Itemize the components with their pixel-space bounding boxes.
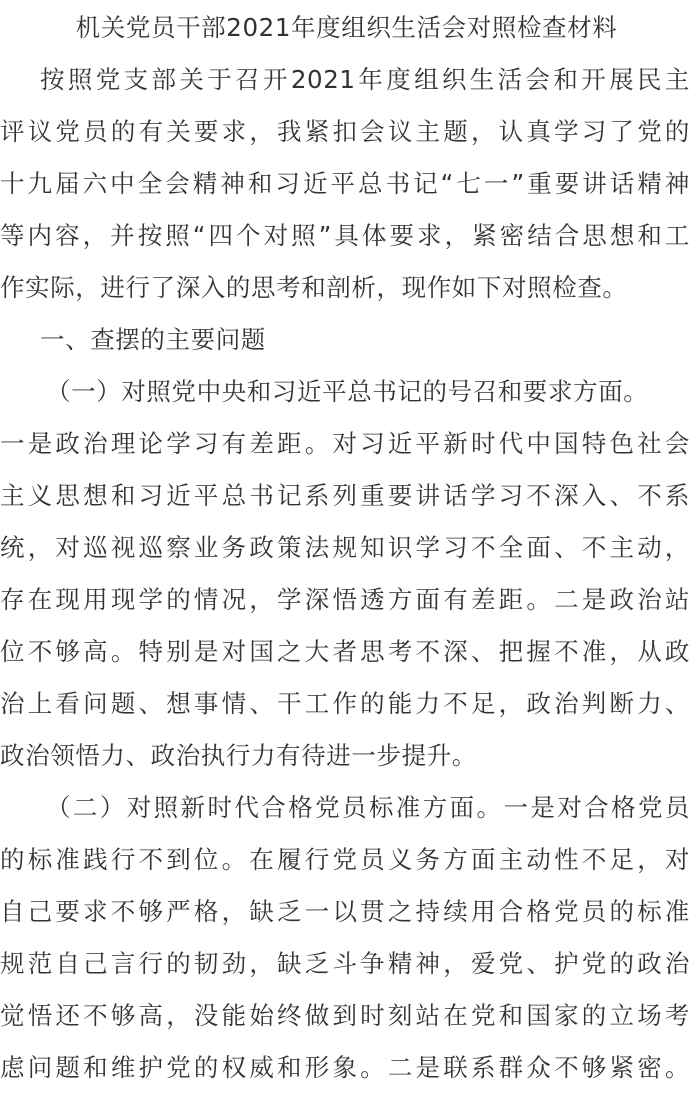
paragraph-line: 自己要求不够严格，缺乏一以贯之持续用合格党员的标准: [0, 897, 690, 926]
paragraph-line: 治上看问题、想事情、干工作的能力不足，政治判断力、: [0, 689, 690, 718]
paragraph-line: 虑问题和维护党的权威和形象。二是联系群众不够紧密。: [0, 1053, 690, 1082]
paragraph-line: 政治领悟力、政治执行力有待进一步提升。: [0, 741, 477, 770]
subsection-heading: （一）对照党中央和习近平总书记的号召和要求方面。: [46, 377, 649, 406]
document-title: 机关党员干部2021年度组织生活会对照检查材料: [75, 13, 618, 42]
paragraph-line: 规范自己言行的韧劲，缺乏斗争精神，爱党、护党的政治: [0, 949, 690, 978]
paragraph-line: 的标准践行不到位。在履行党员义务方面主动性不足，对: [0, 845, 690, 874]
paragraph-line: 一是政治理论学习有差距。对习近平新时代中国特色社会: [0, 429, 690, 458]
paragraph-line: 主义思想和习近平总书记系列重要讲话学习不深入、不系: [0, 481, 690, 510]
paragraph-line: 统，对巡视巡察业务政策法规知识学习不全面、不主动，: [0, 533, 690, 562]
paragraph-line: 等内容，并按照“四个对照”具体要求，紧密结合思想和工: [0, 221, 690, 250]
paragraph-line: 存在现用现学的情况，学深悟透方面有差距。二是政治站: [0, 585, 690, 614]
paragraph-line: 评议党员的有关要求，我紧扣会议主题，认真学习了党的: [0, 117, 690, 146]
paragraph-line: 作实际，进行了深入的思考和剖析，现作如下对照检查。: [0, 273, 628, 302]
paragraph-line: 位不够高。特别是对国之大者思考不深、把握不准，从政: [0, 637, 690, 666]
paragraph-line: 觉悟还不够高，没能始终做到时刻站在党和国家的立场考: [0, 1001, 690, 1030]
paragraph-line: 十九届六中全会精神和习近平总书记“七一”重要讲话精神: [0, 169, 690, 198]
paragraph-line: 按照党支部关于召开2021年度组织生活会和开展民主: [40, 65, 690, 94]
section-heading: 一、查摆的主要问题: [40, 325, 266, 354]
subsection-heading: （二）对照新时代合格党员标准方面。一是对合格党员: [46, 793, 690, 822]
